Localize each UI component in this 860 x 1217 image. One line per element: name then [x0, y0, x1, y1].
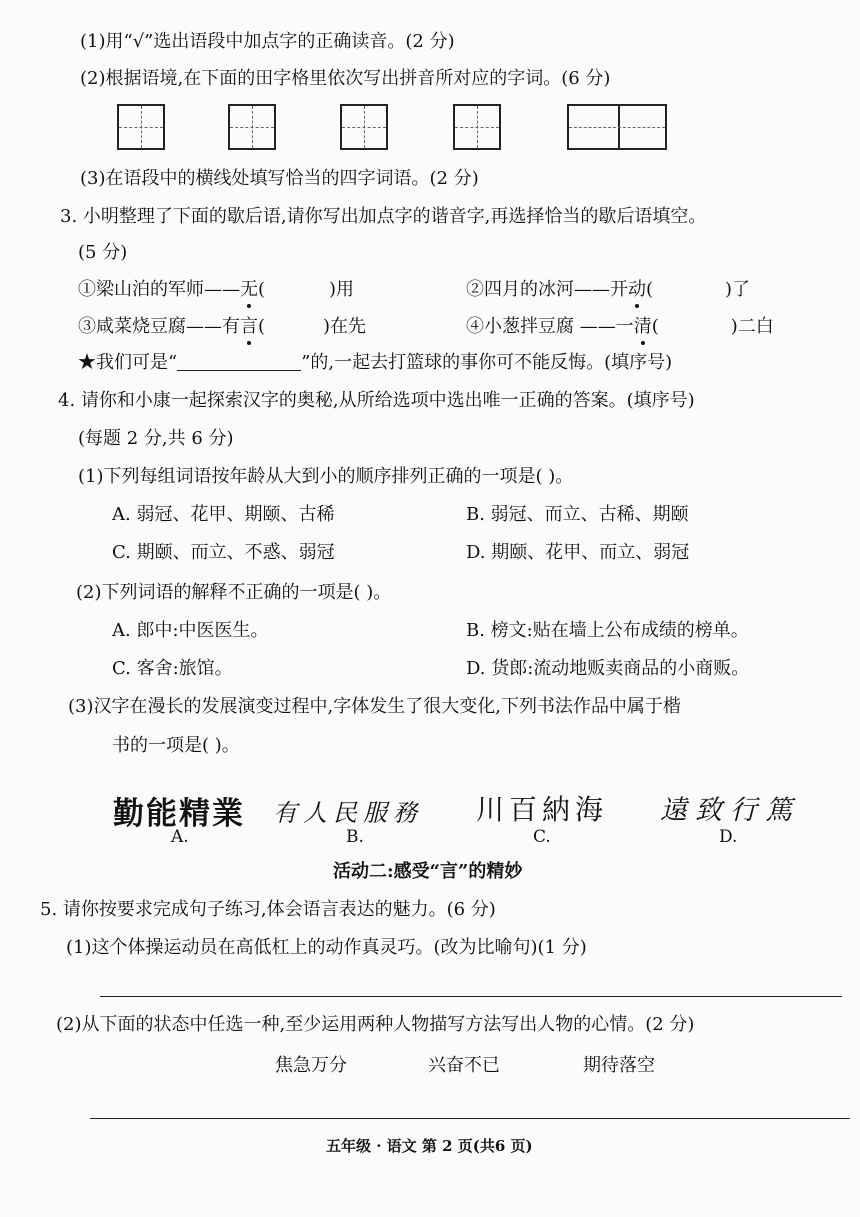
calligraphy-sample-b: 有人民服務 — [273, 799, 423, 827]
xiehouyu-item-4: ④小葱拌豆腐 ——一清( )二白 — [466, 316, 774, 337]
option-d: D. 期颐、花甲、而立、弱冠 — [466, 542, 690, 563]
calligraphy-label-b: B. — [346, 827, 364, 847]
writing-box[interactable] — [453, 104, 501, 150]
option-b: B. 榜文:贴在墙上公布成绩的榜单。 — [466, 620, 749, 641]
xiehouyu-item-1: ①梁山泊的军师——无( )用 — [78, 279, 355, 300]
calligraphy-label-c: C. — [533, 827, 551, 847]
section-heading: 活动二:感受“言”的精妙 — [333, 861, 523, 882]
option-b: B. 弱冠、而立、古稀、期颐 — [466, 504, 689, 525]
option-a: A. 郎中:中医医生。 — [112, 620, 269, 641]
dotted-char: 动 — [628, 279, 646, 300]
calligraphy-sample-c: 川百納海 — [476, 793, 609, 826]
q5-s1: (1)这个体操运动员在高低杠上的动作真灵巧。(改为比喻句)(1 分) — [66, 937, 587, 958]
writing-box[interactable] — [228, 104, 276, 150]
writing-box[interactable] — [340, 104, 388, 150]
q2-sub1: (1)用“√”选出语段中加点字的正确读音。(2 分) — [80, 31, 455, 52]
q3-title: 3. 小明整理了下面的歇后语,请你写出加点字的谐音字,再选择恰当的歇后语填空。 — [60, 206, 707, 227]
calligraphy-sample-a: 勤能精業 — [113, 796, 245, 832]
q3-score: (5 分) — [78, 242, 128, 263]
answer-line[interactable] — [100, 996, 842, 997]
q4-s3-stem-line1: (3)汉字在漫长的发展演变过程中,字体发生了很大变化,下列书法作品中属于楷 — [68, 696, 681, 717]
state-option-3: 期待落空 — [583, 1055, 655, 1076]
option-d: D. 货郎:流动地贩卖商品的小商贩。 — [466, 658, 750, 679]
state-option-1: 焦急万分 — [275, 1055, 347, 1076]
q4-s2-stem: (2)下列词语的解释不正确的一项是( )。 — [76, 582, 392, 603]
q4-s1-stem: (1)下列每组词语按年龄从大到小的顺序排列正确的一项是( )。 — [78, 466, 574, 487]
answer-line[interactable] — [90, 1118, 850, 1119]
option-c: C. 客舍:旅馆。 — [112, 658, 233, 679]
writing-box-double[interactable] — [567, 104, 667, 150]
xiehouyu-item-2: ②四月的冰河——开动( )了 — [466, 279, 751, 300]
option-c: C. 期颐、而立、不惑、弱冠 — [112, 542, 335, 563]
q2-sub3: (3)在语段中的横线处填写恰当的四字词语。(2 分) — [80, 168, 479, 189]
xiehouyu-item-3: ③咸菜烧豆腐——有言( )在先 — [78, 316, 367, 337]
calligraphy-label-a: A. — [171, 827, 189, 847]
dotted-char: 言 — [240, 316, 258, 337]
state-option-2: 兴奋不已 — [428, 1055, 500, 1076]
writing-box[interactable] — [117, 104, 165, 150]
q5-s2: (2)从下面的状态中任选一种,至少运用两种人物描写方法写出人物的心情。(2 分) — [56, 1014, 695, 1035]
calligraphy-sample-d: 遠致行篤 — [660, 795, 800, 826]
q3-star-sentence: ★我们可是“ ”的,一起去打篮球的事你可不能反悔。(填序号) — [78, 352, 673, 373]
page-footer: 五年级 · 语文 第 2 页(共6 页) — [326, 1137, 533, 1155]
calligraphy-label-d: D. — [719, 827, 738, 847]
dotted-char: 无 — [240, 279, 258, 300]
option-a: A. 弱冠、花甲、期颐、古稀 — [112, 504, 335, 525]
q5-title: 5. 请你按要求完成句子练习,体会语言表达的魅力。(6 分) — [40, 899, 496, 920]
q4-s3-stem-line2: 书的一项是( )。 — [112, 735, 240, 756]
q2-sub2: (2)根据语境,在下面的田字格里依次写出拼音所对应的字词。(6 分) — [80, 68, 611, 89]
q4-score: (每题 2 分,共 6 分) — [78, 428, 234, 449]
q4-title: 4. 请你和小康一起探索汉字的奥秘,从所给选项中选出唯一正确的答案。(填序号) — [58, 390, 695, 411]
dotted-char: 清 — [633, 316, 652, 337]
answer-blank[interactable] — [177, 356, 301, 371]
